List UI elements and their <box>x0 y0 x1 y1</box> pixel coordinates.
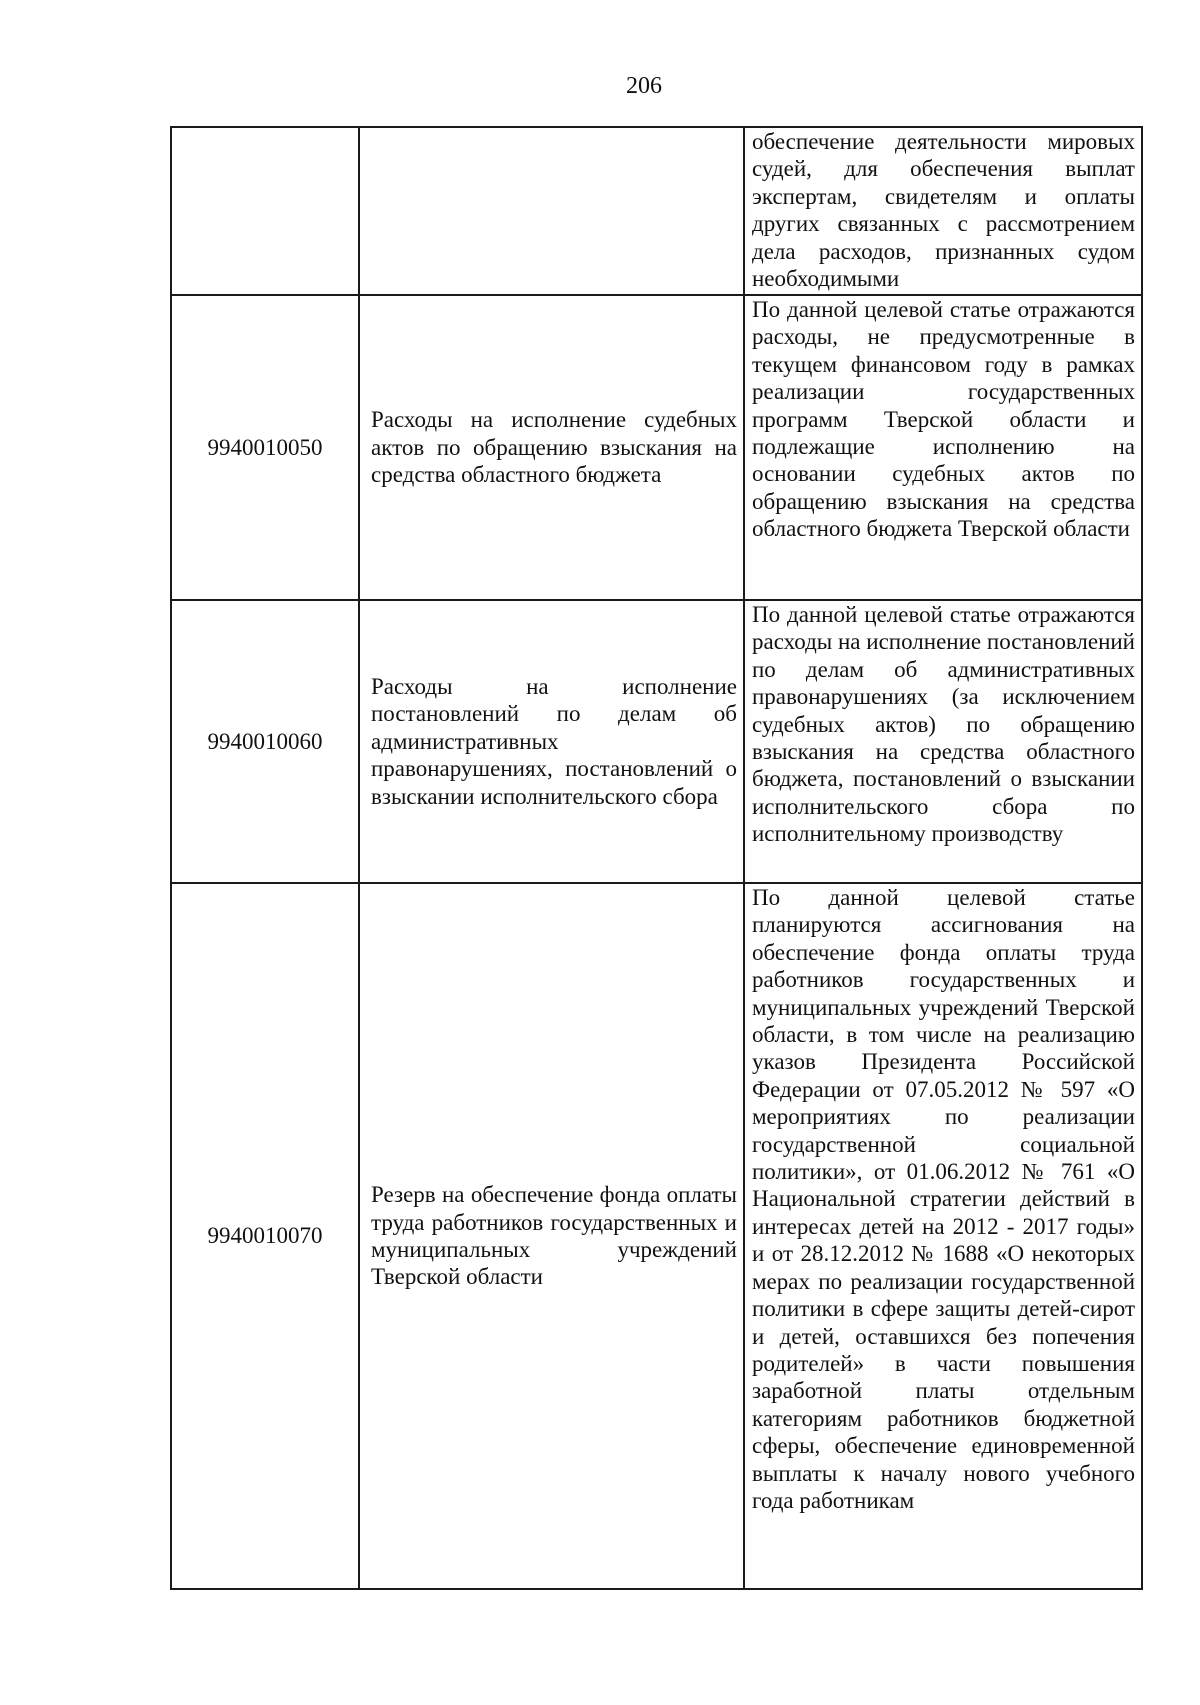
description-text: обеспечение деятельности мировых судей, для обеспечения выплат экспертам, свидетелям и оплаты других связанных с рассмотрением дела расходов, признанных судом необходимыми <box>752 129 1135 292</box>
table-row <box>171 295 1142 600</box>
description-text: По данной целевой статье отражаются расходы, не предусмотренные в текущем финансовом году в рамках реализации государственных программ Тверской области и подлежащие исполнению на основании судебных актов по обращению взыскания на средства областного бюджета Тверской области <box>752 297 1135 542</box>
table-row <box>171 127 1142 295</box>
name-cell <box>359 600 744 883</box>
code-cell: 9940010050 <box>171 295 359 600</box>
name-text: Расходы на исполнение судебных актов по обращению взыскания на средства областного бюджета <box>371 407 737 488</box>
description-cell <box>744 127 1142 295</box>
description-clip <box>752 884 1135 1514</box>
description-text: По данной целевой статье отражаются расходы на исполнение постановлений по делам об административных правонарушениях (за исключением судебных актов) по обращению взыскания на средства областного бюджета, постановлений о взыскании исполнительского сбора по исполнительному производству <box>752 602 1135 847</box>
name-cell <box>359 295 744 600</box>
name-text: Расходы на исполнение постановлений по делам об административных правонарушениях, постановлений о взыскании исполнительского сбора <box>371 673 737 809</box>
code-cell: 9940010070 <box>171 883 359 1589</box>
description-cell <box>744 600 1142 883</box>
table-row <box>171 600 1142 883</box>
code-cell: 9940010060 <box>171 600 359 883</box>
budget-classification-table <box>170 126 1143 1590</box>
name-cell <box>359 883 744 1589</box>
name-cell <box>359 127 744 295</box>
name-text: Резерв на обеспечение фонда оплаты труда работников государственных и муниципальных учреждений Тверской области <box>371 1182 737 1290</box>
code-cell <box>171 127 359 295</box>
page-number: 206 <box>626 73 662 99</box>
description-text: По данной целевой статье планируются ассигнования на обеспечение фонда оплаты труда работников государственных и муниципальных учреждений Тверской области, в том числе на реализацию указов Президента Российской Федерации от 07.05.2012 № 597 «О мероприятиях по реализации государственной социальной политики», от 01.06.2012 № 761 «О Национальной стратегии действий в интересах детей на 2012 - 2017 годы» и от 28.12.2012 № 1688 «О некоторых мерах по реализации государственной политики в сфере защиты детей-сирот и детей, оставшихся без попечения родителей» в части повышения заработной платы отдельным категориям работников бюджетной сферы, обеспечение единовременной выплаты к началу нового учебного года работникам <box>752 885 1135 1513</box>
description-cell <box>744 295 1142 600</box>
table-row <box>171 883 1142 1589</box>
description-cell <box>744 883 1142 1589</box>
